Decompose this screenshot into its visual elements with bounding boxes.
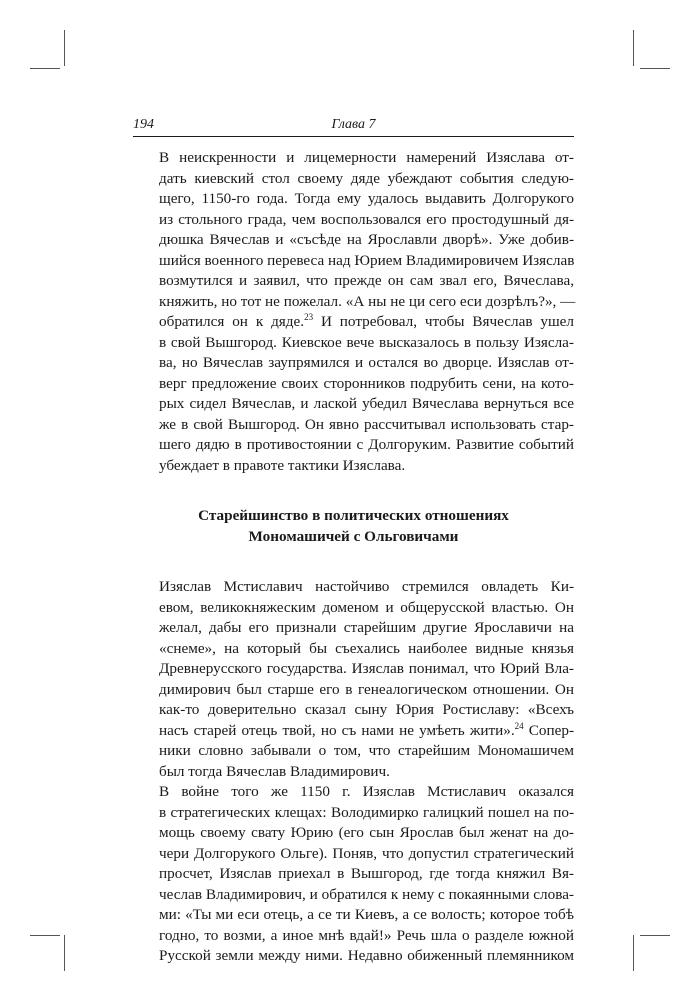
crop-mark-top-right-h [640, 68, 670, 69]
text-line: димирович был старше его в генеалогическом отношении. Он [159, 680, 574, 698]
text-line: в свой Вышгород. Киевское вече высказалось в пользу Изясла- [159, 333, 574, 351]
text-line: из стольного града, чем воспользовался его простодушный дя- [159, 210, 574, 228]
text-line: верг предложение своих сторонников подрубить сени, на кото- [159, 374, 574, 392]
text-line: княжить, но тот не пожелал. «А ны не ци сего еси дозрѣлъ?», — [159, 292, 576, 310]
text-line [133, 312, 574, 333]
footnote-ref-24[interactable]: 24 [514, 720, 524, 731]
text-line: В неискренности и лицемерности намерений Изяслава от- [159, 149, 574, 166]
header-rule [133, 136, 574, 137]
text-segment: Сопер- [523, 721, 575, 739]
text-line: мощь своему свату Юрию (его сын Ярослав был женат на до- [159, 824, 574, 841]
paragraph-3 [133, 782, 574, 967]
text-line: чери Долгорукого Ольге). Поняв, что допустил стратегический [159, 844, 574, 862]
text-line: ва, но Вячеслав заупрямился и остался во дворце. Изяслав от- [159, 354, 574, 371]
text-line: дать киевский стол своему дяде убеждают события следую- [159, 169, 574, 187]
crop-mark-bottom-right-h [640, 935, 670, 936]
paragraph-1 [133, 148, 574, 476]
section-heading-line: Старейшинство в политических отношениях [198, 507, 509, 524]
running-head [133, 115, 574, 137]
text-line: как-то доверительно сказал сыну Юрия Ростиславу: «Всехъ [159, 701, 574, 718]
crop-mark-bottom-right [633, 935, 634, 971]
text-line: был тогда Вячеслав Владимирович. [159, 762, 390, 780]
text-line: убеждает в правоте тактики Изяслава. [159, 456, 406, 474]
crop-mark-bottom-left [64, 935, 65, 971]
text-line: же в свой Вышгород. Он явно рассчитывал использовать стар- [159, 415, 574, 433]
text-line: рых сидел Вячеслав, и лаской убедил Вячеслава вернуться все [159, 395, 574, 412]
text-line: шего дядю в противостоянии с Долгоруким. Развитие событий [159, 436, 574, 453]
text-line: ники словно забывали о том, что старейшим Мономашичем [159, 742, 574, 759]
text-line: Древнерусского государства. Изяслав понимал, что Юрий Вла- [159, 660, 574, 677]
section-heading-line: Мономашичей с Ольговичами [248, 527, 459, 545]
text-line: «снеме», на который бы съехались наиболее видные князья [159, 639, 574, 657]
text-line: дюшка Вячеслав и «съсѣде на Ярославли дворѣ». Уже добив- [159, 231, 574, 248]
footnote-ref-23[interactable]: 23 [304, 312, 314, 322]
text-line: возмутился и заявил, что прежде он сам звал его, Вячеслава, [159, 272, 574, 289]
text-line: годно, то возми, а иное мнѣ вдай!» Речь шла о разделе южной [159, 926, 574, 944]
text-line: чеслав Владимирович, и обратился к нему с покаянными слова- [159, 885, 574, 903]
crop-mark-top-left-h [30, 68, 60, 69]
crop-mark-top-left [64, 30, 65, 66]
text-line: щего, 1150-го года. Тогда ему удалось выдавить Долгорукого [159, 190, 574, 207]
text-line: В войне того же 1150 г. Изяслав Мстиславич оказался [159, 783, 574, 800]
paragraph-2 [133, 577, 574, 782]
text-segment: насъ старей отець твой, но съ нами не умѣеть жити». [159, 721, 515, 739]
text-line: в стратегических клещах: Володимирко галицкий пошел на по- [159, 803, 574, 821]
text-line: Русской земли между ними. Недавно обиженный племянником [159, 947, 574, 964]
text-line [133, 721, 574, 742]
text-line: Изяслав Мстиславич настойчиво стремился овладеть Ки- [159, 578, 574, 595]
section-heading [133, 506, 574, 547]
text-segment: обратился он к дяде. [159, 313, 305, 330]
crop-mark-top-right [633, 30, 634, 66]
page-number: 194 [133, 117, 154, 132]
chapter-title: Глава 7 [331, 117, 376, 132]
text-line: просчет, Изяслав приехал в Вышгород, где тогда княжил Вя- [159, 865, 574, 882]
text-line: желал, дабы его признали старейшим другие Ярославичи на [159, 619, 574, 636]
text-line: евом, великокняжеским доменом и общерусской властью. Он [159, 598, 574, 616]
text-block [133, 148, 574, 967]
crop-mark-bottom-left-h [30, 935, 60, 936]
text-segment: И потребовал, чтобы Вячеслав ушел [313, 313, 574, 330]
text-line: ми: «Ты ми еси отець, а се ти Киевъ, а се волость; которое тобѣ [159, 906, 574, 923]
text-line: шийся военного перевеса над Юрием Владимировичем Изяслав [159, 251, 575, 269]
